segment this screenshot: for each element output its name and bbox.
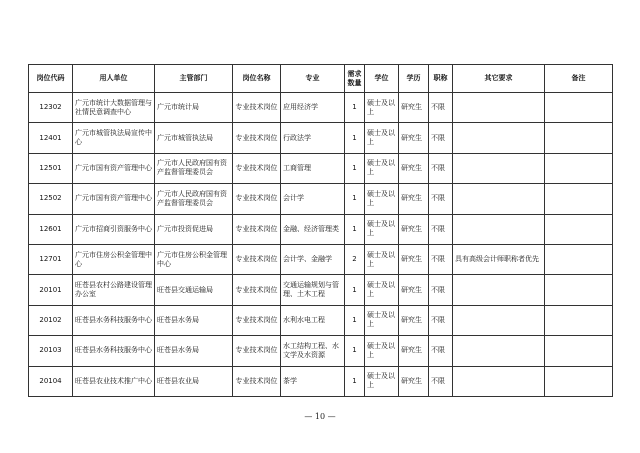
table-row [29, 336, 613, 366]
cell-other [453, 153, 545, 183]
cell-other: 具有高级会计师职称者优先 [453, 244, 545, 274]
table-row [29, 123, 613, 153]
cell-position: 专业技术岗位 [233, 93, 281, 123]
cell-position: 专业技术岗位 [233, 153, 281, 183]
cell-degree: 硕士及以上 [365, 93, 399, 123]
cell-employer: 旺苍县水务科技服务中心 [73, 305, 155, 335]
cell-dept: 广元市人民政府国有资产监督管理委员会 [155, 184, 233, 214]
header-code: 岗位代码 [29, 65, 73, 93]
cell-count: 1 [345, 275, 365, 305]
cell-edu: 研究生 [399, 123, 429, 153]
cell-degree: 硕士及以上 [365, 184, 399, 214]
cell-title: 不限 [429, 93, 453, 123]
cell-employer: 旺苍县农业技术推广中心 [73, 366, 155, 396]
cell-employer: 旺苍县水务科技服务中心 [73, 336, 155, 366]
cell-degree: 硕士及以上 [365, 214, 399, 244]
cell-other [453, 214, 545, 244]
cell-title: 不限 [429, 214, 453, 244]
header-title: 职称 [429, 65, 453, 93]
job-table [28, 64, 613, 397]
cell-other [453, 184, 545, 214]
table-row [29, 214, 613, 244]
cell-position: 专业技术岗位 [233, 123, 281, 153]
cell-major: 会计学 [281, 184, 345, 214]
cell-employer: 广元市住房公积金管理中心 [73, 244, 155, 274]
cell-major: 茶学 [281, 366, 345, 396]
cell-dept: 广元市住房公积金管理中心 [155, 244, 233, 274]
cell-code: 12601 [29, 214, 73, 244]
cell-degree: 硕士及以上 [365, 366, 399, 396]
cell-employer: 广元市招商引资服务中心 [73, 214, 155, 244]
cell-count: 1 [345, 305, 365, 335]
cell-employer: 广元市城管执法局宣传中心 [73, 123, 155, 153]
cell-major: 金融、经济管理类 [281, 214, 345, 244]
table-body [29, 93, 613, 397]
cell-position: 专业技术岗位 [233, 275, 281, 305]
cell-note [545, 214, 613, 244]
cell-employer: 广元市国有资产管理中心 [73, 184, 155, 214]
cell-code: 20103 [29, 336, 73, 366]
cell-edu: 研究生 [399, 244, 429, 274]
cell-employer: 旺苍县农村公路建设管理办公室 [73, 275, 155, 305]
cell-code: 20104 [29, 366, 73, 396]
cell-dept: 旺苍县交通运输局 [155, 275, 233, 305]
table-row [29, 93, 613, 123]
header-major: 专业 [281, 65, 345, 93]
cell-employer: 广元市国有资产管理中心 [73, 153, 155, 183]
cell-count: 1 [345, 184, 365, 214]
cell-major: 行政法学 [281, 123, 345, 153]
cell-count: 1 [345, 123, 365, 153]
cell-degree: 硕士及以上 [365, 123, 399, 153]
cell-major: 会计学、金融学 [281, 244, 345, 274]
cell-count: 1 [345, 336, 365, 366]
cell-title: 不限 [429, 336, 453, 366]
cell-code: 12502 [29, 184, 73, 214]
cell-count: 1 [345, 93, 365, 123]
cell-note [545, 153, 613, 183]
cell-note [545, 184, 613, 214]
cell-position: 专业技术岗位 [233, 214, 281, 244]
cell-position: 专业技术岗位 [233, 366, 281, 396]
cell-major: 工商管理 [281, 153, 345, 183]
cell-note [545, 93, 613, 123]
cell-edu: 研究生 [399, 184, 429, 214]
table-row [29, 153, 613, 183]
cell-count: 1 [345, 153, 365, 183]
cell-position: 专业技术岗位 [233, 305, 281, 335]
table-row [29, 366, 613, 396]
cell-major: 水工结构工程、水文学及水资源 [281, 336, 345, 366]
cell-edu: 研究生 [399, 153, 429, 183]
header-edu: 学历 [399, 65, 429, 93]
table-row [29, 244, 613, 274]
cell-count: 1 [345, 214, 365, 244]
cell-code: 12701 [29, 244, 73, 274]
cell-dept: 旺苍县农业局 [155, 366, 233, 396]
cell-position: 专业技术岗位 [233, 184, 281, 214]
cell-code: 12401 [29, 123, 73, 153]
cell-title: 不限 [429, 305, 453, 335]
cell-note [545, 123, 613, 153]
cell-major: 水利水电工程 [281, 305, 345, 335]
cell-edu: 研究生 [399, 305, 429, 335]
cell-degree: 硕士及以上 [365, 153, 399, 183]
cell-position: 专业技术岗位 [233, 336, 281, 366]
cell-edu: 研究生 [399, 214, 429, 244]
cell-note [545, 275, 613, 305]
cell-other [453, 305, 545, 335]
cell-note [545, 305, 613, 335]
cell-other [453, 93, 545, 123]
header-count: 需求数量 [345, 65, 365, 93]
cell-edu: 研究生 [399, 336, 429, 366]
cell-degree: 硕士及以上 [365, 305, 399, 335]
header-note: 备注 [545, 65, 613, 93]
cell-major: 应用经济学 [281, 93, 345, 123]
table-row [29, 305, 613, 335]
header-other: 其它要求 [453, 65, 545, 93]
cell-degree: 硕士及以上 [365, 275, 399, 305]
cell-title: 不限 [429, 275, 453, 305]
cell-dept: 广元市统计局 [155, 93, 233, 123]
cell-title: 不限 [429, 184, 453, 214]
cell-dept: 广元市城管执法局 [155, 123, 233, 153]
cell-other [453, 275, 545, 305]
cell-code: 20101 [29, 275, 73, 305]
header-dept: 主管部门 [155, 65, 233, 93]
cell-title: 不限 [429, 123, 453, 153]
cell-count: 1 [345, 366, 365, 396]
cell-dept: 广元市人民政府国有资产监督管理委员会 [155, 153, 233, 183]
cell-other [453, 366, 545, 396]
header-position: 岗位名称 [233, 65, 281, 93]
cell-other [453, 123, 545, 153]
cell-note [545, 244, 613, 274]
cell-code: 12501 [29, 153, 73, 183]
cell-count: 2 [345, 244, 365, 274]
cell-note [545, 366, 613, 396]
cell-edu: 研究生 [399, 275, 429, 305]
cell-code: 12302 [29, 93, 73, 123]
header-degree: 学位 [365, 65, 399, 93]
cell-title: 不限 [429, 244, 453, 274]
cell-note [545, 336, 613, 366]
cell-degree: 硕士及以上 [365, 244, 399, 274]
cell-title: 不限 [429, 366, 453, 396]
header-employer: 用人单位 [73, 65, 155, 93]
cell-dept: 广元市投资促进局 [155, 214, 233, 244]
cell-dept: 旺苍县水务局 [155, 336, 233, 366]
table-row [29, 184, 613, 214]
cell-major: 交通运输规划与管理、土木工程 [281, 275, 345, 305]
cell-edu: 研究生 [399, 366, 429, 396]
cell-position: 专业技术岗位 [233, 244, 281, 274]
table-header-row [29, 65, 613, 93]
cell-code: 20102 [29, 305, 73, 335]
cell-other [453, 336, 545, 366]
cell-degree: 硕士及以上 [365, 336, 399, 366]
cell-title: 不限 [429, 153, 453, 183]
cell-dept: 旺苍县水务局 [155, 305, 233, 335]
table-row [29, 275, 613, 305]
cell-edu: 研究生 [399, 93, 429, 123]
cell-employer: 广元市统计大数据管理与社情民意调查中心 [73, 93, 155, 123]
page-number: — 10 — [304, 412, 336, 421]
